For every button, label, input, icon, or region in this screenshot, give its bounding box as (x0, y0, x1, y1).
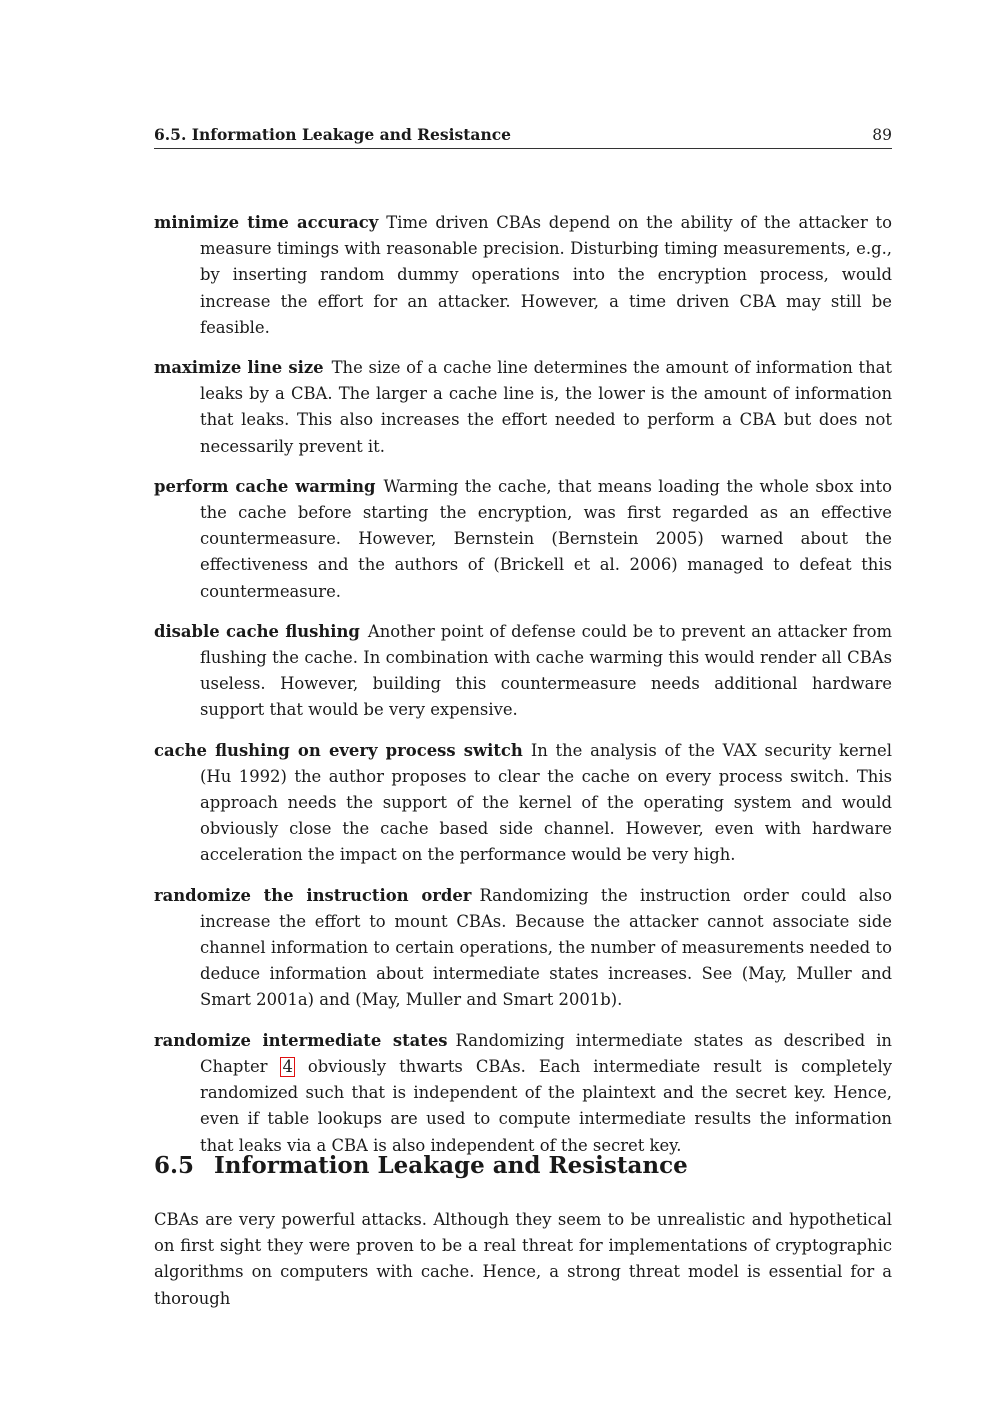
item-term: randomize the instruction order (154, 885, 472, 905)
list-item (154, 474, 892, 605)
item-text: In the analysis of the VAX security kernel (Hu 1992) the author proposes to clear the cache on every process switch. This approach needs the support of the kernel of the operating system and would obviously close the cache based side channel. However, even with hardware acceleration the impact on the performance would be very high. (200, 740, 892, 865)
list-item (154, 738, 892, 869)
item-text: Time driven CBAs depend on the ability of the attacker to measure timings with reasonable precision. Disturbing timing measurements, e.g., by inserting random dummy operations into the encryption process, would increase the effort for an attacker. However, a time driven CBA may still be feasible. (200, 213, 892, 337)
item-term: disable cache flushing (154, 621, 360, 641)
running-header (154, 124, 892, 149)
item-term: cache flushing on every process switch (154, 740, 523, 760)
section-paragraph: CBAs are very powerful attacks. Although they seem to be unrealistic and hypothetical on first sight they were proven to be a real threat for implementations of cryptographic algorithms on computers with cache. Hence, a strong threat model is essential for a thorough (154, 1210, 892, 1308)
item-text: Randomizing the instruction order could also increase the effort to mount CBAs. Because the attacker cannot associate side channel information to certain operations, the number of measurements needed to deduce information about intermediate states increases. See (May, Muller and Smart 2001a) and (May, Muller and Smart 2001b). (200, 885, 892, 1010)
running-header-title: 6.5. Information Leakage and Resistance (154, 125, 512, 144)
list-item (154, 210, 892, 341)
section-heading (154, 1150, 892, 1182)
item-term: minimize time accuracy (154, 213, 379, 232)
item-term: randomize intermediate states (154, 1030, 448, 1050)
chapter-reference-link[interactable]: 4 (282, 1056, 293, 1076)
page-number: 89 (872, 126, 892, 144)
item-text-after: obviously thwarts CBAs. Each intermediate result is completely randomized such that is independent of the plaintext and the secret key. Hence, even if table lookups are used to compute intermediate results the information that leaks via a CBA is also independent of the secret key. (200, 1056, 892, 1155)
list-item (154, 355, 892, 460)
list-item (154, 883, 892, 1014)
section-number: 6.5 (154, 1152, 195, 1179)
section-title: Information Leakage and Resistance (214, 1152, 688, 1179)
list-item (154, 619, 892, 724)
item-text: The size of a cache line determines the amount of information that leaks by a CBA. The larger a cache line is, the lower is the amount of information that leaks. This also increases the effort needed to perform a CBA but does not necessarily prevent it. (200, 358, 893, 456)
item-text-before: Randomizing intermediate states as described in Chapter (200, 1030, 892, 1076)
item-text: Warming the cache, that means loading the whole sbox into the cache before starting the encryption, was first regarded as an effective countermeasure. However, Bernstein (Bernstein 2005) warned about the effectiveness and the authors of (Brickell et al. 2006) managed to defeat this countermeasure. (200, 476, 893, 601)
item-text: Another point of defense could be to prevent an attacker from flushing the cache. In combination with cache warming this would render all CBAs useless. However, building this countermeasure needs additional hardware support that would be very expensive. (200, 621, 892, 720)
list-item (154, 1028, 892, 1159)
countermeasure-list (154, 210, 892, 1173)
item-term: perform cache warming (154, 476, 376, 496)
item-term: maximize line size (154, 358, 324, 378)
